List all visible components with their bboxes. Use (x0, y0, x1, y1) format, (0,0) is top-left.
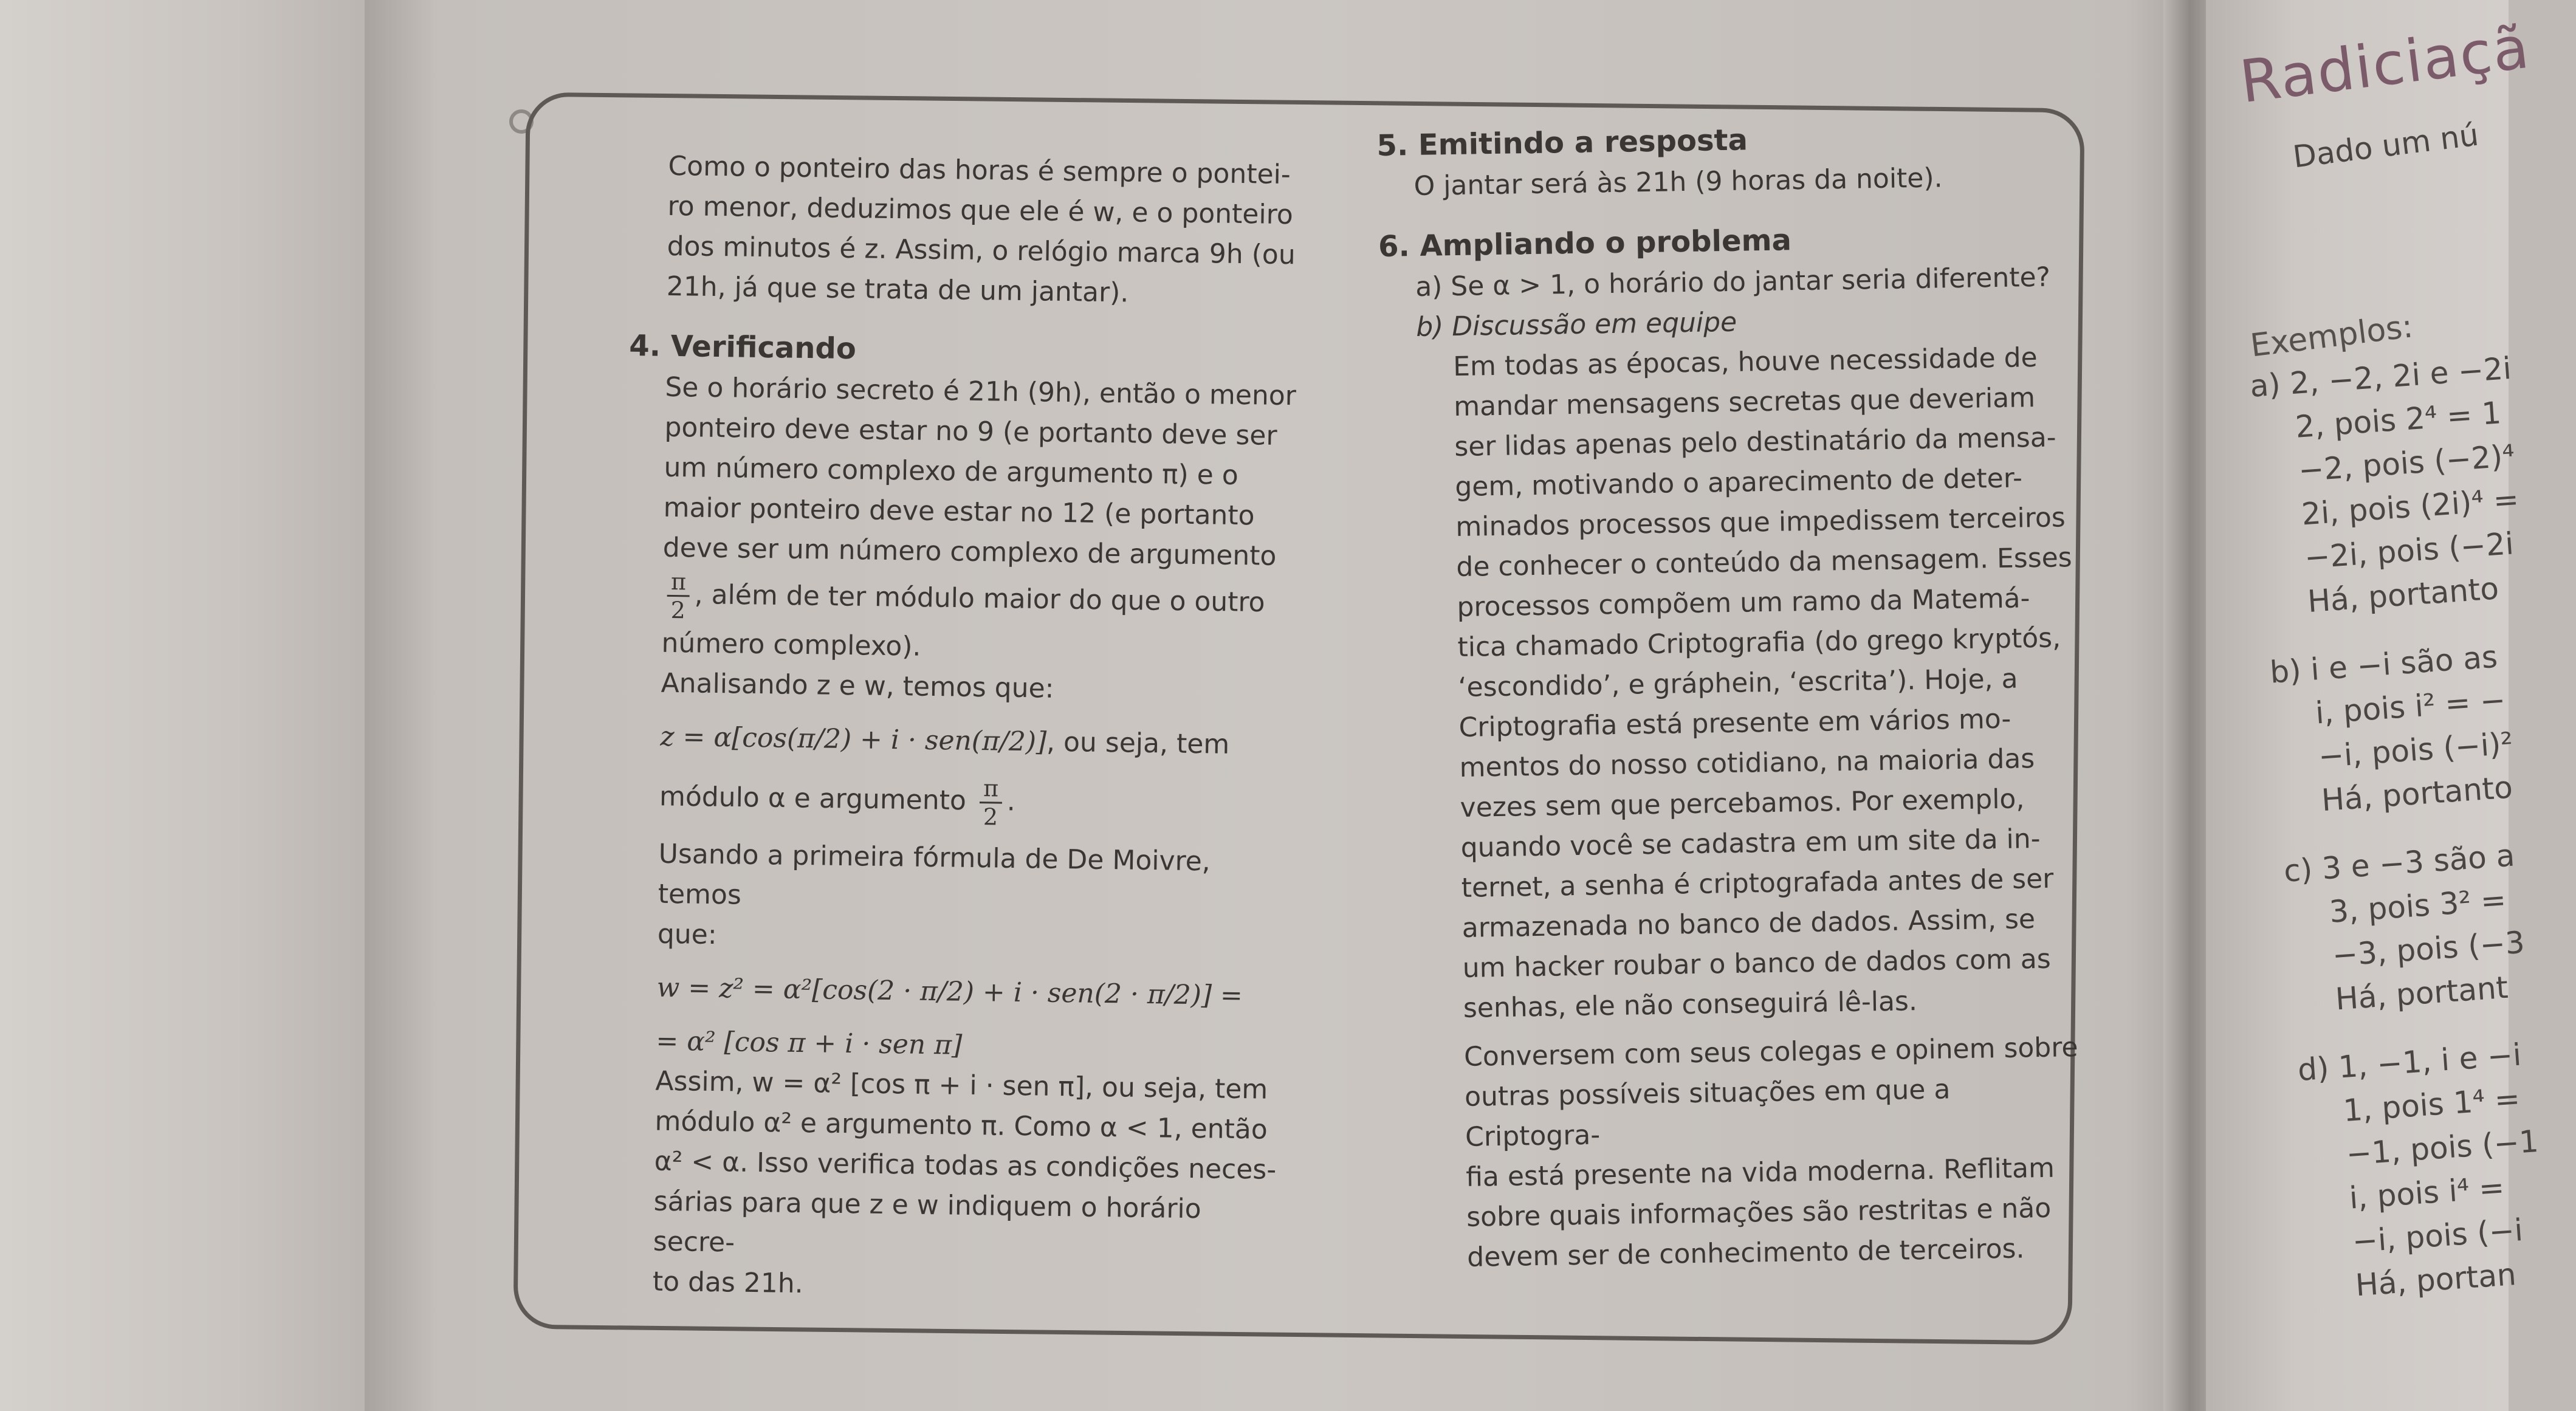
example-line: Há, portan (2354, 1257, 2518, 1303)
intro-line: Como o ponteiro das horas é sempre o pontei- (668, 150, 1291, 191)
s6-b-line: um hacker roubar o banco de dados com as (1462, 943, 2052, 984)
intro-line: dos minutos é z. Assim, o relógio marca 9h (ou (667, 230, 1296, 271)
intro-line: 21h, já que se trata de um jantar). (666, 270, 1129, 309)
s6-b-line: senhas, ele não conseguirá lê-las. (1463, 986, 1918, 1024)
s6-b-line: Em todas as épocas, houve necessidade de (1452, 342, 2038, 383)
example-line: −1, pois (−1 (2345, 1123, 2540, 1172)
s6-b-final-line: fia está presente na vida moderna. Reflitam (1465, 1152, 2055, 1193)
book-gutter (2163, 0, 2212, 1411)
usando-line: que: (657, 918, 717, 951)
z-equation: z = α[cos(π/2) + i · sen(π/2)], ou seja, tem (660, 721, 1230, 760)
assim-line: to das 21h. (652, 1266, 804, 1300)
example-line: −i, pois (−i (2351, 1212, 2524, 1260)
s4-line: deve ser um número complexo de argumento (662, 532, 1277, 572)
s6-b-final-line: outras possíveis situações em que a Criptogra- (1464, 1074, 1951, 1153)
intro-line: ro menor, deduzimos que ele é w, e o ponteiro (667, 190, 1294, 231)
example-line: Há, portanto (2320, 769, 2514, 819)
s4-line: Se o horário secreto é 21h (9h), então o menor (665, 371, 1297, 412)
example-line: b) i e −i são as (2269, 639, 2499, 690)
s4-line: um número complexo de argumento π) e o (664, 451, 1239, 491)
usando-line: Usando a primeira fórmula de De Moivre, temos (658, 838, 1211, 911)
example-line: Há, portanto (2306, 571, 2500, 620)
s6-b-final-line: devem ser de conhecimento de terceiros. (1466, 1233, 2025, 1273)
s6-b-line: minados processos que impedissem terceiros (1455, 502, 2066, 543)
analisando-line: Analisando z e w, temos que: (661, 667, 1054, 704)
example-line: −3, pois (−3 (2331, 924, 2526, 973)
w-equation: w = z² = α²[cos(2 · π/2) + i · sen(2 · π/2)] = (656, 972, 1243, 1012)
s6-item-a: a) Se α > 1, o horário do jantar seria diferente? (1415, 261, 2051, 303)
right-column (1376, 114, 2093, 1279)
s6-b-line: tica chamado Criptografia (do grego kryptós, (1457, 622, 2061, 664)
assim-line: módulo α² e argumento π. Como α < 1, então (654, 1105, 1268, 1145)
right-page-subtitle: Dado um nú (2291, 117, 2481, 175)
desk-background (0, 0, 389, 1411)
examples-label: Exemplos: (2248, 308, 2415, 365)
example-line: c) 3 e −3 são a (2282, 837, 2516, 889)
s4-fraction-line: $\frac{\pi}{2}$ , além de ter módulo maior do que o outro (625, 568, 1294, 632)
s6-b-line: ternet, a senha é criptografada antes de ser (1461, 863, 2054, 904)
s6-b-line: ser lidas apenas pelo destinatário da mensa- (1454, 422, 2056, 463)
s5-text: O jantar será às 21h (9 horas da noite). (1413, 162, 1943, 202)
pi-over-2-fraction: $\frac{\pi}{2}$ (979, 775, 1002, 831)
s6-b-line: gem, motivando o aparecimento de deter- (1454, 462, 2023, 503)
example-line: −2i, pois (−2i (2303, 526, 2515, 576)
pi-over-2-fraction: $\frac{\pi}{2}$ (667, 568, 690, 624)
s6-item-b: b) Discussão em equipe (1415, 306, 1737, 343)
assim-line: Assim, w = α² [cos π + i · sen π], ou seja, tem (655, 1065, 1268, 1105)
s6-b-line: processos compõem um ramo da Matemá- (1457, 583, 2030, 623)
example-line: 2, pois 2⁴ = 1 (2294, 395, 2502, 445)
w-equation-2: = α² [cos π + i · sen π] (656, 1025, 963, 1061)
example-line: −2, pois (−2)⁴ (2297, 438, 2516, 489)
example-line: 3, pois 3² = (2328, 882, 2507, 930)
modulo-line: módulo α e argumento $\frac{\pi}{2}$ . (659, 775, 1016, 831)
example-line: i, pois i² = − (2314, 682, 2507, 731)
example-line: d) 1, −1, i e −i (2296, 1037, 2523, 1088)
example-line: −i, pois (−i)² (2317, 726, 2515, 775)
section-4-heading: 4. Verificando (629, 328, 857, 366)
s6-b-line: mentos do nosso cotidiano, na maioria das (1459, 743, 2035, 783)
s4-line: ponteiro deve estar no 9 (e portanto deve ser (664, 411, 1277, 451)
example-line: Há, portant (2334, 969, 2509, 1017)
s6-b-final-line: sobre quais informações são restritas e não (1466, 1192, 2052, 1233)
left-column (616, 146, 1300, 1311)
section-6-heading: 6. Ampliando o problema (1378, 223, 1792, 264)
s4-line: maior ponteiro deve estar no 12 (e portanto (663, 492, 1255, 532)
assim-line: α² < α. Isso verifica todas as condições neces- (654, 1145, 1277, 1186)
example-line: 1, pois 1⁴ = (2342, 1080, 2521, 1129)
s6-b-line: vezes sem que percebamos. Por exemplo, (1460, 783, 2025, 823)
assim-line: sárias para que z e w indiquem o horário secre- (653, 1186, 1202, 1258)
s6-b-line: quando você se cadastra em um site da in- (1460, 823, 2041, 863)
s6-b-final-line: Conversem com seus colegas e opinem sobre (1463, 1032, 2078, 1073)
s6-b-line: mandar mensagens secretas que deveriam (1453, 382, 2036, 423)
section-5-heading: 5. Emitindo a resposta (1376, 123, 1748, 163)
s6-b-line: de conhecer o conteúdo da mensagem. Esses (1456, 542, 2073, 583)
s6-b-line: ‘escondido’, e gráphein, ‘escrita’). Hoje, a (1458, 663, 2018, 703)
s6-b-line: armazenada no banco de dados. Assim, se (1461, 904, 2036, 944)
s6-b-line: Criptografia está presente em vários mo- (1458, 703, 2011, 743)
example-line: i, pois i⁴ = (2348, 1169, 2506, 1216)
example-line: 2i, pois (2i)⁴ = (2300, 481, 2520, 532)
example-line: a) 2, −2, 2i e −2i (2248, 350, 2513, 404)
s4-line: número complexo). (661, 627, 921, 662)
right-page-title: Radiciaçã (2236, 13, 2534, 117)
